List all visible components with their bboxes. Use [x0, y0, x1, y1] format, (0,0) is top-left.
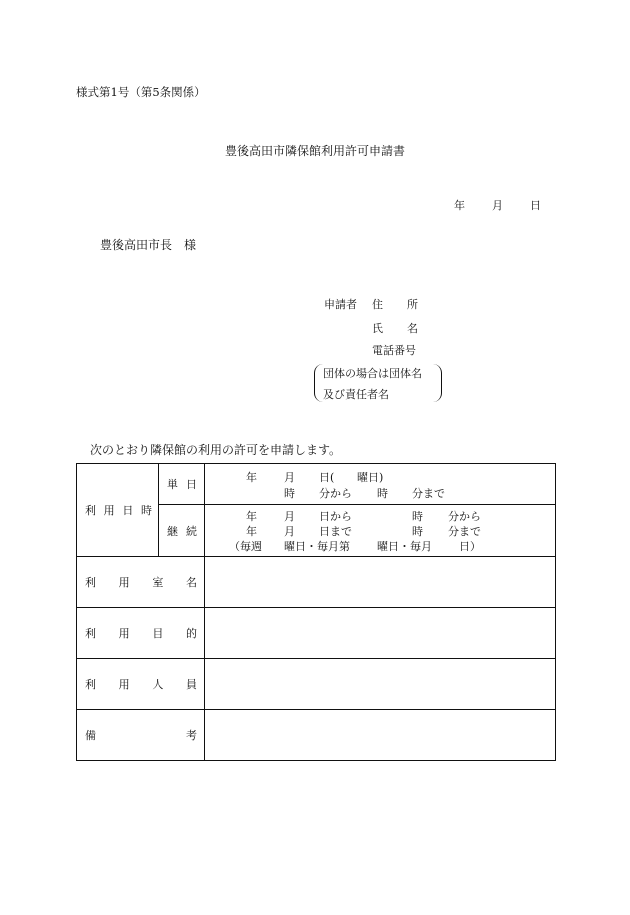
single-month: 月 — [284, 471, 295, 484]
address-label-1: 住 — [372, 298, 383, 311]
cont-start-minute: 分から — [448, 510, 481, 523]
continuous-field[interactable] — [205, 505, 556, 557]
label-char: 目 — [152, 627, 164, 640]
label-char: 続 — [186, 524, 197, 538]
date-month-label: 月 — [492, 199, 503, 212]
label-char: 日 — [122, 504, 134, 517]
label-char: 日 — [186, 478, 197, 491]
label-char: 継 — [167, 524, 178, 538]
continuous-label — [159, 505, 205, 557]
cont-end-month: 月 — [284, 525, 295, 538]
label-char: 人 — [152, 678, 164, 691]
label-char: 名 — [185, 576, 197, 589]
label-char: 単 — [167, 478, 178, 491]
group-note-line2: 及び責任者名 — [323, 388, 389, 401]
date-fields — [454, 197, 541, 213]
name-label-1: 氏 — [372, 322, 383, 335]
date-day-label: 日 — [530, 199, 541, 212]
label-char: 用 — [118, 576, 130, 589]
date-year-label: 年 — [454, 199, 465, 212]
name-label-2: 名 — [407, 322, 418, 335]
form-number: 様式第1号（第5条関係） — [76, 85, 206, 99]
form-title: 豊後高田市隣保館利用許可申請書 — [224, 144, 405, 158]
purpose-row — [77, 608, 556, 659]
label-char: 利 — [85, 504, 96, 517]
usage-datetime-label — [77, 464, 159, 557]
single-end-minute: 分まで — [412, 487, 445, 500]
label-char: 利 — [85, 627, 96, 640]
room-row — [77, 557, 556, 608]
cont-end-day: 日まで — [319, 525, 352, 538]
single-end-hour: 時 — [377, 487, 388, 500]
single-day-field[interactable] — [205, 464, 556, 505]
single-day-label — [159, 464, 205, 505]
people-label — [77, 659, 205, 710]
cont-end-hour: 時 — [412, 525, 423, 538]
cont-end-year: 年 — [246, 525, 257, 538]
address-label-2: 所 — [407, 298, 418, 311]
cont-monthly-nth: 曜日・毎月第 — [284, 540, 350, 553]
label-char: 室 — [152, 576, 164, 589]
people-row — [77, 659, 556, 710]
single-day: 日( — [319, 471, 335, 484]
label-char: 用 — [118, 678, 130, 691]
cont-start-day: 日から — [319, 510, 352, 523]
cont-start-year: 年 — [246, 510, 257, 523]
usage-single-row — [77, 464, 556, 505]
room-label — [77, 557, 205, 608]
label-char: 用 — [103, 504, 115, 517]
label-char: 備 — [85, 729, 96, 742]
applicant-label: 申請者 — [324, 298, 357, 311]
label-char: 考 — [186, 729, 197, 742]
single-start-hour: 時 — [284, 487, 295, 500]
label-char: 利 — [85, 678, 96, 691]
label-char: 的 — [185, 627, 197, 640]
single-start-minute: 分から — [319, 487, 352, 500]
group-note-line1: 団体の場合は団体名 — [323, 367, 422, 380]
cont-monthly-day: 日） — [459, 540, 481, 553]
addressee: 豊後高田市長 様 — [100, 238, 197, 252]
label-char: 利 — [85, 576, 96, 589]
remarks-label — [77, 710, 205, 761]
label-char: 用 — [118, 627, 130, 640]
remarks-field[interactable] — [205, 710, 556, 761]
cont-start-hour: 時 — [412, 510, 423, 523]
room-field[interactable] — [205, 557, 556, 608]
purpose-label — [77, 608, 205, 659]
label-char: 時 — [140, 504, 152, 517]
single-weekday: 曜日) — [357, 471, 384, 484]
people-field[interactable] — [205, 659, 556, 710]
remarks-row — [77, 710, 556, 761]
cont-monthly-weekday: 曜日・毎月 — [377, 540, 432, 553]
cont-weekly: （毎週 — [229, 540, 262, 553]
cont-start-month: 月 — [284, 510, 295, 523]
cont-end-minute: 分まで — [448, 525, 481, 538]
application-table — [76, 463, 556, 761]
single-year: 年 — [246, 471, 257, 484]
group-note-bracket — [314, 364, 442, 402]
phone-label: 電話番号 — [372, 344, 416, 357]
label-char: 員 — [185, 678, 197, 691]
purpose-field[interactable] — [205, 608, 556, 659]
intro-text: 次のとおり隣保館の利用の許可を申請します。 — [90, 443, 342, 457]
